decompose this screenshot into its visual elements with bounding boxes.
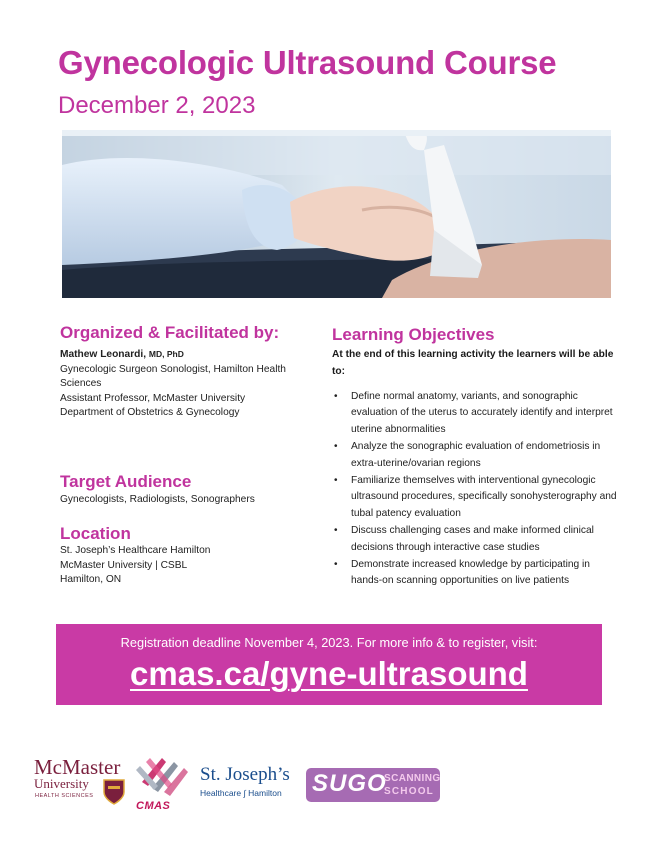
location-line: McMaster University | CSBL xyxy=(60,559,188,571)
partner-logos xyxy=(34,752,454,812)
organizer-details xyxy=(60,347,315,421)
location-heading: Location xyxy=(60,524,131,543)
bullet-icon: • xyxy=(334,391,338,402)
bullet-icon: • xyxy=(334,441,338,453)
organizer-heading: Organized & Facilitated by: xyxy=(60,323,280,342)
mcmaster-logo xyxy=(34,752,130,812)
location-line: Hamilton, ON xyxy=(60,574,122,585)
audience-heading: Target Audience xyxy=(60,472,192,491)
location-details xyxy=(60,544,315,588)
registration-link[interactable]: cmas.ca/gyne-ultrasound xyxy=(130,655,528,692)
mcmaster-crest-icon xyxy=(102,778,126,806)
organizer-role: Gynecologic Surgeon Sonologist, Hamilton Health Sciences xyxy=(60,363,286,389)
registration-deadline: Registration deadline November 4, 2023. For more info & to register, visit: xyxy=(120,635,538,650)
bullet-icon: • xyxy=(334,559,338,571)
objective-item: • Define normal anatomy, variants, and sonographic evaluation of the uterus to accurately identify and interpret uterine abnormalities xyxy=(334,391,613,435)
objective-item: • Analyze the sonographic evaluation of endometriosis in extra-uterine/ovarian regions xyxy=(334,441,601,469)
bullet-icon: • xyxy=(334,475,338,487)
organizer-name: Mathew Leonardi, MD, PhD xyxy=(60,349,184,360)
mcmaster-logo-subtitle: HEALTH SCIENCES xyxy=(35,793,94,799)
page-title: Gynecologic Ultrasound Course xyxy=(58,44,557,81)
stjosephs-logo-name: St. Joseph’s xyxy=(200,764,290,785)
organizer-department: Department of Obstetrics & Gynecology xyxy=(60,407,240,418)
cmas-mark-icon xyxy=(136,752,190,798)
objective-item: • Demonstrate increased knowledge by participating in hands-on scanning opportunities on live patients xyxy=(334,559,590,587)
sugo-logo-name: SUGO xyxy=(312,770,387,797)
sugo-logo-scanning: SCANNING xyxy=(384,773,441,784)
cmas-logo-text: CMAS xyxy=(136,800,171,812)
organizer-position: Assistant Professor, McMaster University xyxy=(60,392,246,404)
ultrasound-scan-illustration xyxy=(62,130,611,298)
stjosephs-logo-subtitle: Healthcare ∫ Hamilton xyxy=(200,788,282,798)
mcmaster-logo-name: McMaster xyxy=(34,755,121,779)
sugo-logo xyxy=(306,768,440,802)
registration-banner xyxy=(56,624,602,705)
sugo-logo-school: SCHOOL xyxy=(384,786,434,797)
bullet-icon: • xyxy=(334,525,338,537)
objective-item: • Discuss challenging cases and make informed clinical decisions through interactive case studies xyxy=(334,525,594,553)
objectives-list xyxy=(332,389,622,591)
course-date: December 2, 2023 xyxy=(58,92,256,119)
audience-text: Gynecologists, Radiologists, Sonographers xyxy=(60,494,255,505)
objectives-heading: Learning Objectives xyxy=(332,325,495,344)
objectives-intro: At the end of this learning activity the learners will be able to: xyxy=(332,349,614,377)
hero-image xyxy=(62,130,611,298)
objective-item: • Familiarize themselves with interventional gynecologic ultrasound procedures, specifically sonohysterography and tubal patency evaluation xyxy=(334,475,617,519)
location-line: St. Joseph’s Healthcare Hamilton xyxy=(60,545,211,556)
mcmaster-logo-university: University xyxy=(34,776,89,791)
